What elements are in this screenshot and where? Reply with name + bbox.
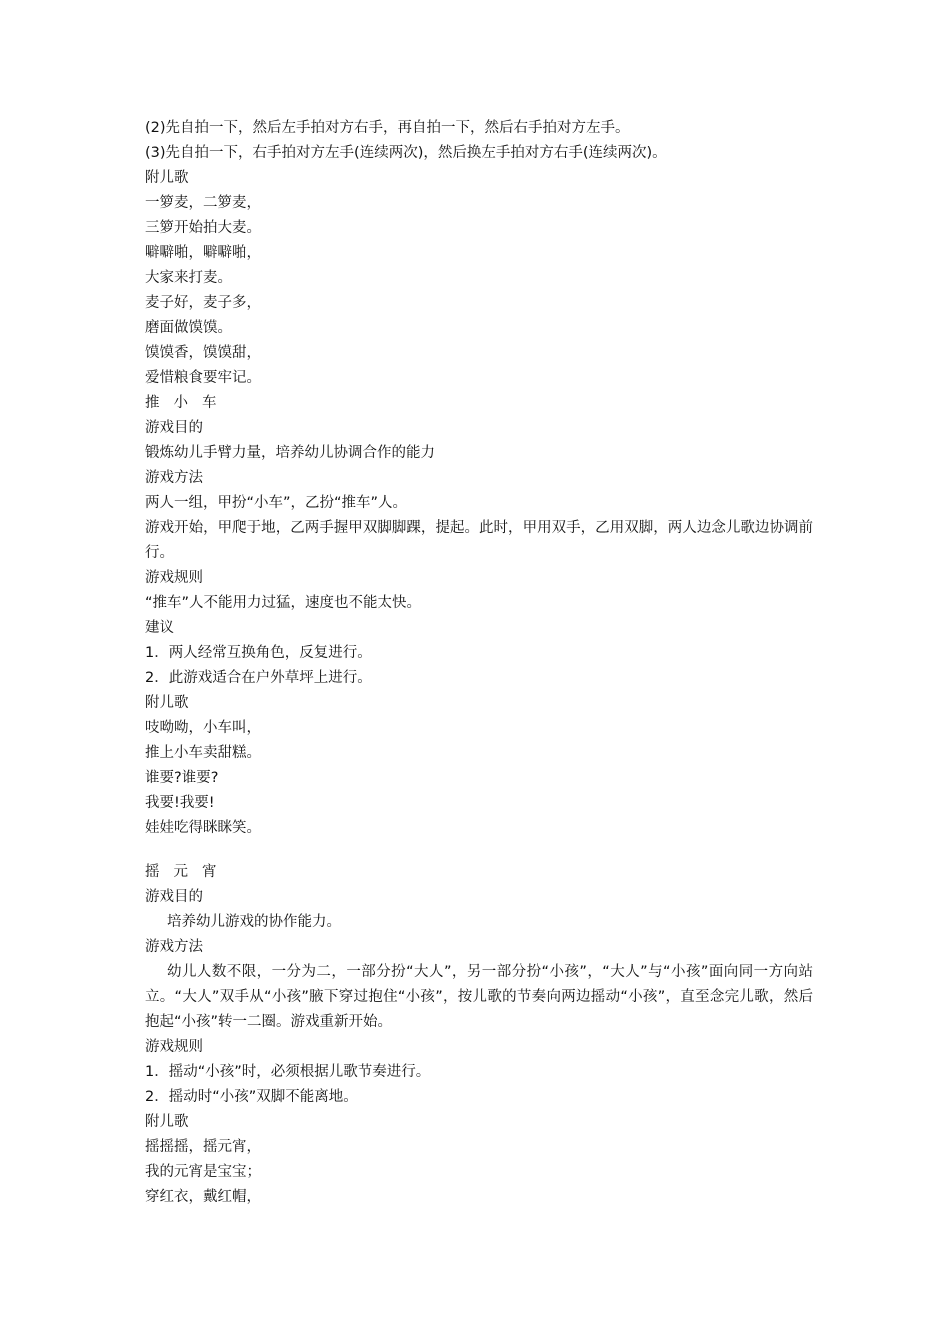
song-line: 吱呦呦，小车叫， (145, 720, 261, 736)
step-3-text: (3)先自拍一下，右手拍对方左手(连续两次)，然后换左手拍对方右手(连续两次)。 (145, 145, 667, 161)
song-line: 磨面做馍馍。 (145, 320, 232, 336)
song-line: 推上小车卖甜糕。 (145, 745, 261, 761)
song-line: 娃娃吃得眯眯笑。 (145, 820, 261, 836)
advice-heading: 建议 (145, 620, 174, 636)
rules-text: “推车”人不能用力过猛，速度也不能太快。 (145, 595, 422, 611)
rules-item: 1．摇动“小孩”时，必须根据儿歌节奏进行。 (145, 1064, 431, 1080)
advice-item: 2．此游戏适合在户外草坪上进行。 (145, 670, 372, 686)
rules-heading: 游戏规则 (145, 570, 203, 586)
rules-item: 2．摇动时“小孩”双脚不能离地。 (145, 1089, 358, 1105)
song-line: 爱惜粮食要牢记。 (145, 370, 261, 386)
method-text: 幼儿人数不限，一分为二，一部分扮“大人”，另一部分扮“小孩”，“大人”与“小孩”面向同一方向站立。“大人”双手从“小孩”腋下穿过抱住“小孩”，按儿歌的节奏向两边摇动“小孩”，直至念完儿歌，然后抱起“小孩”转一二圈。游戏重新开始。 (145, 964, 813, 1030)
song-line: 大家来打麦。 (145, 270, 232, 286)
goal-text: 锻炼幼儿手臂力量，培养幼儿协调合作的能力 (145, 445, 435, 461)
step-2-text: (2)先自拍一下，然后左手拍对方右手，再自拍一下，然后右手拍对方左手。 (145, 120, 630, 136)
song-line: 一箩麦，二箩麦， (145, 195, 261, 211)
section-spacer (145, 841, 813, 860)
song-line: 穿红衣，戴红帽， (145, 1189, 261, 1205)
song-line: 摇摇摇，摇元宵， (145, 1139, 261, 1155)
song-line: 噼噼啪，噼噼啪， (145, 245, 261, 261)
document-page (145, 116, 813, 1210)
song-heading: 附儿歌 (145, 1114, 189, 1130)
song-line: 馍馍香，馍馍甜， (145, 345, 261, 361)
method-heading: 游戏方法 (145, 939, 203, 955)
goal-text: 培养幼儿游戏的协作能力。 (167, 914, 341, 930)
song-heading: 附儿歌 (145, 170, 189, 186)
game-title: 摇元宵 (145, 864, 231, 880)
song-line: 谁要?谁要? (145, 770, 219, 786)
goal-heading: 游戏目的 (145, 420, 203, 436)
song-heading: 附儿歌 (145, 695, 189, 711)
rules-heading: 游戏规则 (145, 1039, 203, 1055)
game-title: 推小车 (145, 395, 231, 411)
song-line: 麦子好，麦子多， (145, 295, 261, 311)
method-text: 游戏开始，甲爬于地，乙两手握甲双脚脚踝，提起。此时，甲用双手，乙用双脚，两人边念儿歌边协调前行。 (145, 520, 813, 561)
song-line: 三箩开始拍大麦。 (145, 220, 261, 236)
song-line: 我要!我要! (145, 795, 215, 811)
advice-item: 1．两人经常互换角色，反复进行。 (145, 645, 372, 661)
method-heading: 游戏方法 (145, 470, 203, 486)
song-line: 我的元宵是宝宝； (145, 1164, 261, 1180)
goal-heading: 游戏目的 (145, 889, 203, 905)
method-text: 两人一组，甲扮“小车”，乙扮“推车”人。 (145, 495, 408, 511)
